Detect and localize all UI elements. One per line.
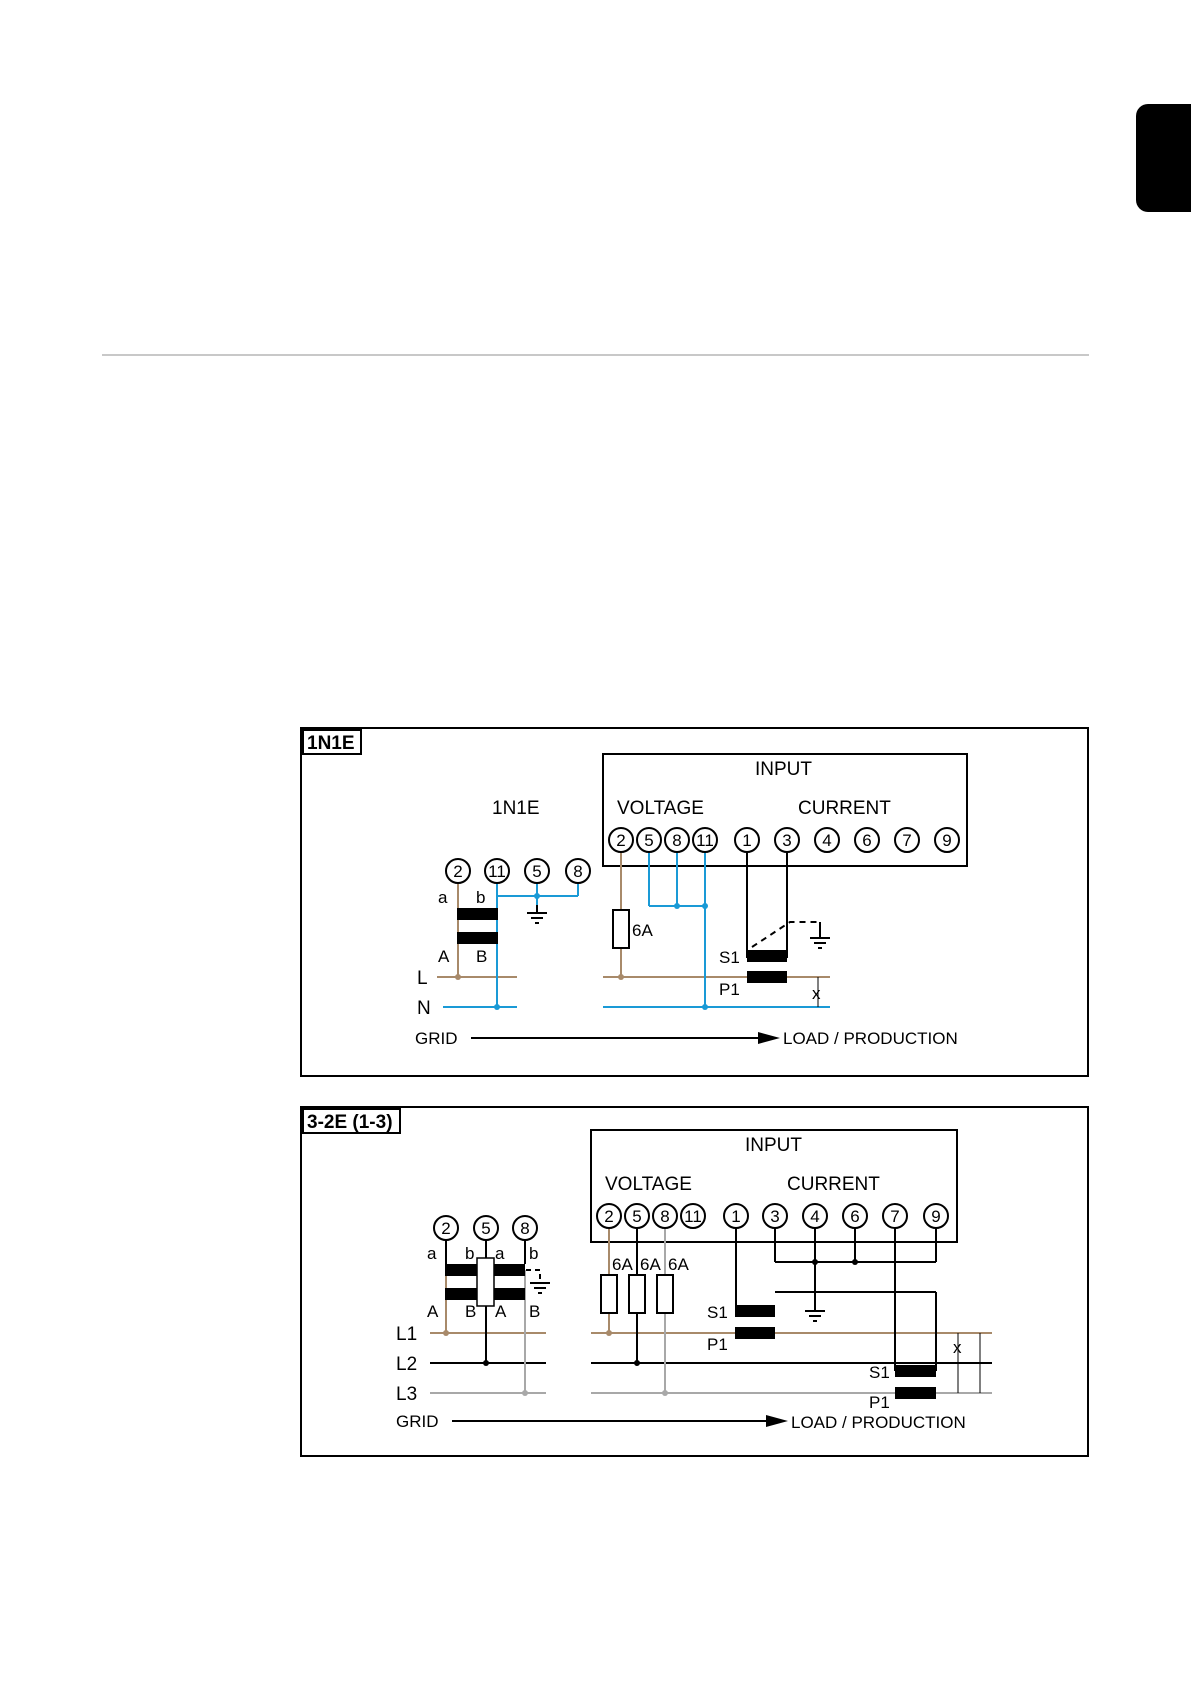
svg-text:5: 5 [481,1219,491,1238]
terminal [763,1204,787,1228]
pt1-core-secondary [445,1264,480,1276]
diagram-tag: 3-2E (1-3) [307,1112,393,1133]
ct-ground-icon [810,938,830,948]
input-label: INPUT [745,1135,802,1156]
terminal [693,828,717,852]
terminal [843,1204,867,1228]
svg-text:6: 6 [850,1207,860,1226]
line-label-L1: L1 [396,1324,418,1345]
terminal [566,859,590,883]
svg-text:9: 9 [931,1207,941,1226]
svg-text:2: 2 [616,831,626,850]
pt2-core-secondary [490,1264,525,1276]
pt-terminals [434,1216,537,1240]
fuse-label: 6A [668,1255,689,1274]
diagram-frame [301,728,1088,1076]
svg-text:5: 5 [644,831,654,850]
fuse-6a [601,1275,617,1313]
ct2-core-p1 [895,1387,936,1399]
pt-label-b: b [476,888,486,907]
terminal [597,1204,621,1228]
terminal [434,1216,458,1240]
svg-text:11: 11 [684,1207,702,1226]
line-label-L3: L3 [396,1384,418,1405]
svg-text:3: 3 [782,831,792,850]
ct1-label-p1: P1 [707,1335,728,1354]
current-label: CURRENT [787,1174,880,1195]
load-label: LOAD / PRODUCTION [791,1413,966,1432]
ground-icon [530,1283,550,1293]
svg-text:1: 1 [742,831,752,850]
diagram-1n1e [301,728,1088,1076]
terminal [803,1204,827,1228]
svg-text:4: 4 [810,1207,820,1226]
svg-text:2: 2 [441,1219,451,1238]
svg-text:7: 7 [902,831,912,850]
ct2-core-s1 [895,1365,936,1377]
ct-core-p1 [747,971,787,983]
center-label: 1N1E [492,798,540,819]
pt-label-b: b [529,1244,539,1263]
load-label: LOAD / PRODUCTION [783,1029,958,1048]
ct-label-p1: P1 [719,980,740,999]
line-label-N: N [417,998,431,1019]
pt-label-a: a [495,1244,505,1263]
fuse-label: 6A [612,1255,633,1274]
terminal [855,828,879,852]
grid-label: GRID [415,1029,458,1048]
svg-text:1: 1 [731,1207,741,1226]
terminal [609,828,633,852]
diagram-frame [301,1107,1088,1456]
svg-text:2: 2 [604,1207,614,1226]
pt-label-B: B [529,1302,541,1321]
svg-text:8: 8 [672,831,682,850]
svg-text:7: 7 [890,1207,900,1226]
grid-label: GRID [396,1412,439,1431]
svg-text:6: 6 [862,831,872,850]
svg-text:2: 2 [453,862,463,881]
fuse-6a [657,1275,673,1313]
pt1-core-primary [445,1288,480,1300]
pt-label-B: B [476,947,488,966]
terminal [485,859,509,883]
pt-core-primary [457,932,498,944]
terminal [775,828,799,852]
voltage-label: VOLTAGE [605,1174,692,1195]
terminal [681,1204,705,1228]
pt-label-A: A [427,1302,439,1321]
terminal [625,1204,649,1228]
grid-arrow-head [758,1032,780,1044]
ground-icon [527,905,547,923]
ct-label-s1: S1 [719,948,740,967]
terminal [883,1204,907,1228]
pt-shared-box [477,1258,494,1306]
terminal [513,1216,537,1240]
pt-label-A: A [495,1302,507,1321]
meter-voltage-terminals [597,1204,705,1228]
svg-text:8: 8 [660,1207,670,1226]
line-label-L: L [417,968,428,989]
ct-ground-icon [805,1300,825,1321]
ct1-label-s1: S1 [707,1303,728,1322]
terminal [735,828,759,852]
svg-text:5: 5 [632,1207,642,1226]
pt-label-B: B [465,1302,477,1321]
terminal [665,828,689,852]
input-label: INPUT [755,759,812,780]
ct1-core-s1 [735,1305,775,1317]
svg-text:8: 8 [573,862,583,881]
terminal [474,1216,498,1240]
terminal [935,828,959,852]
ct1-core-p1 [735,1327,775,1339]
terminal [637,828,661,852]
meter-current-terminals [735,828,959,852]
svg-text:5: 5 [532,862,542,881]
cross-mark: x [953,1338,962,1357]
diagram-3-2e [301,1107,1088,1456]
fuse-6a [613,910,629,948]
diagram-tag: 1N1E [307,733,355,754]
svg-text:11: 11 [696,831,714,850]
fuse-6a [629,1275,645,1313]
current-label: CURRENT [798,798,891,819]
voltage-label: VOLTAGE [617,798,704,819]
meter-voltage-terminals [609,828,717,852]
grid-arrow-head [766,1415,788,1427]
svg-text:9: 9 [942,831,952,850]
fuse-label: 6A [640,1255,661,1274]
pt-label-b: b [465,1244,475,1263]
fuse-label: 6A [632,921,653,940]
svg-text:3: 3 [770,1207,780,1226]
terminal [924,1204,948,1228]
ct-core-s1 [747,950,787,962]
terminal [525,859,549,883]
terminal [895,828,919,852]
pt-label-a: a [427,1244,437,1263]
terminal [724,1204,748,1228]
terminal [653,1204,677,1228]
pt-terminals [446,859,590,883]
meter-current-terminals [724,1204,948,1228]
terminal [446,859,470,883]
svg-text:4: 4 [822,831,832,850]
terminal [815,828,839,852]
pt-label-a: a [438,888,448,907]
pt-label-A: A [438,947,450,966]
ct2-label-p1: P1 [869,1393,890,1412]
svg-text:8: 8 [520,1219,530,1238]
ct2-label-s1: S1 [869,1363,890,1382]
svg-text:11: 11 [488,862,506,881]
pt-core-secondary [457,908,498,920]
cross-mark: x [812,984,821,1003]
pt2-core-primary [490,1288,525,1300]
line-label-L2: L2 [396,1354,418,1375]
